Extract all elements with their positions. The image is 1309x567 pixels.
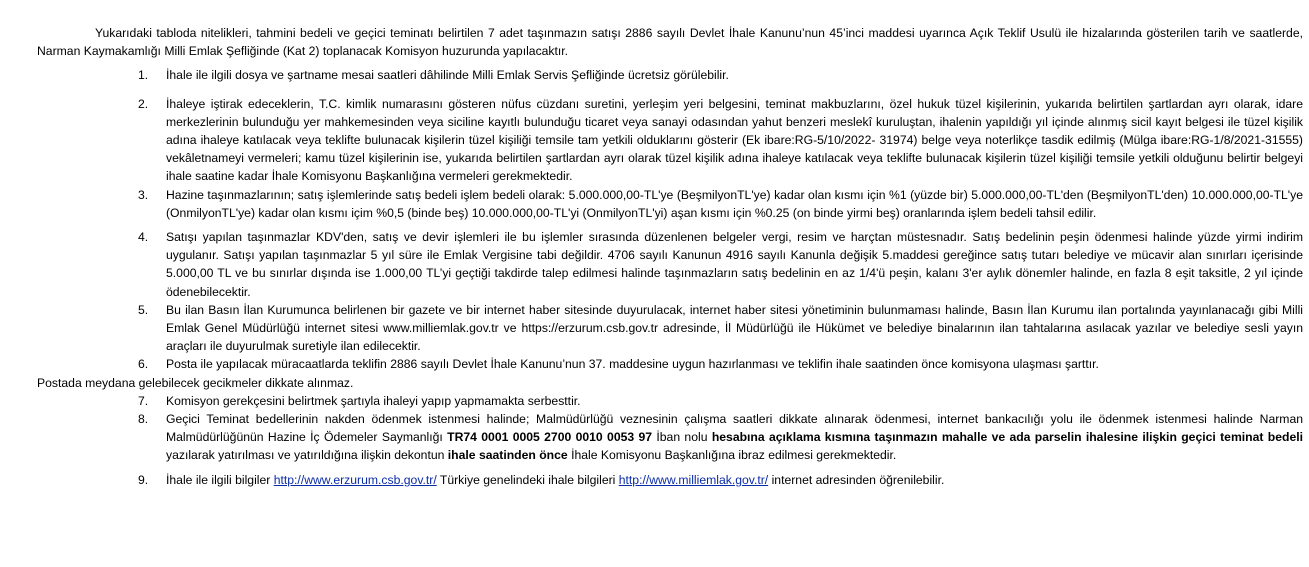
item-text: Komisyon gerekçesini belirtmek şartıyla ihaleyi yapıp yapmamakta serbesttir. [166, 393, 581, 408]
list-item [37, 301, 1303, 356]
item-number: 8. [138, 412, 149, 427]
iban-number: TR74 0001 0005 2700 0010 0053 97 [447, 430, 653, 445]
item-number: 7. [138, 393, 149, 408]
list-item [37, 471, 1303, 489]
list-item [37, 392, 1303, 410]
item-number: 9. [138, 472, 149, 487]
list-item [37, 186, 1303, 222]
milliemlak-link[interactable]: http://www.milliemlak.gov.tr/ [618, 472, 769, 487]
item-text: Posta ile yapılacak müracaatlarda teklifin 2886 sayılı Devlet İhale Kanunu’nun 37. maddesine uygun hazırlanması ve teklifin ihale saatinden önce komisyona ulaşması şarttır. [166, 357, 1099, 372]
item-number: 2. [138, 96, 149, 111]
item-text: Satışı yapılan taşınmazlar KDV'den, satış ve devir işlemleri ile bu işlemler sırasında düzenlenen belgeler vergi, resim ve harçtan müstesnadır. Satış bedelinin peşin ödenmesi halinde yüzde yirmi indirim uygulanır. Satışı yapılan taşınmazlar 5 yıl süre ile Emlak Vergisine tabi değildir. 4706 sayılı Kanunun 4916 sayılı Kanunla değişik 5.maddesi gereğince satış tutarı belediye ve mücavir alan sınırları içerisinde 5.000,00 TL ve bu sınırlar dışında ise 1.000,00 TL’yi geçtiği takdirde talep edilmesi halinde taşınmazların satış bedelinin en az 1/4'ü peşin, kalanı 3'er aylık dönemler halinde, en fazla 8 eşit taksitle, 2 yıl içinde ödenebilecektir. [166, 230, 1303, 299]
list-item [37, 66, 1303, 84]
item-text: Hazine taşınmazlarının; satış işlemlerinde satış bedeli işlem bedeli olarak: 5.000.000,00-TL'ye (BeşmilyonTL'ye) kadar olan kısmı için %1 (yüzde bir) 5.000.000,00-TL'den (BeşmilyonTL'den) 10.000.000,00-TL'ye (OnmilyonTL'ye) kadar olan kısmı içim %0,5 (binde beş) 10.000.000,00-TL'yi (OnmilyonTL'yi) aşan kısmı için %0.25 (on binde yirmi beş) oranlarında işlem bedeli tahsil edilir. [166, 187, 1303, 220]
item-text-part: İhale ile ilgili bilgiler [166, 472, 274, 487]
item-text-part: Geçici Teminat bedellerinin nakden ödenmek istenmesi halinde; Malmüdürlüğü veznesinin çalışma saatleri dikkate alınarak ödenmesi, internet bankacılığı yolu ile ödenmek istenmesi halinde Narman Malmüdürlüğünün Hazine İç Ödemeler Saymanlığı [166, 412, 1303, 445]
item-text-part: internet adresinden öğrenilebilir. [768, 472, 945, 487]
item-number: 3. [138, 187, 149, 202]
item-number: 1. [138, 68, 149, 83]
bold-instruction: hesabına açıklama kısmına taşınmazın mahalle ve ada parselin ihalesine ilişkin geçici teminat bedeli [711, 430, 1303, 445]
item-number: 4. [138, 230, 149, 245]
item-continuation-text: Postada meydana gelebilecek gecikmeler dikkate alınmaz. [37, 375, 354, 390]
item-text-part: İhale Komisyonu Başkanlığına ibraz edilmesi gerekmektedir. [567, 448, 897, 463]
intro-paragraph: Yukarıdaki tabloda nitelikleri, tahmini bedeli ve geçici teminatı belirtilen 7 adet taşınmazın satışı 2886 sayılı Devlet İhale Kanunu’nun 45’inci maddesi uyarınca Açık Teklif Usulü ile hizalarında gösterilen tarih ve saatlerde, Narman Kaymakamlığı Milli Emlak Şefliğinde (Kat 2) toplanacak Komisyon huzurunda yapılacaktır. [37, 26, 1303, 59]
list-item [37, 95, 1303, 186]
item-text: İhaleye iştirak edeceklerin, T.C. kimlik numarasını gösteren nüfus cüzdanı suretini, yerleşim yeri belgesini, teminat makbuzlarını, özel hukuk tüzel kişilerinin, yukarıda belirtilen şartlardan ayrı olarak, idare merkezlerinin bulunduğu yer mahkemesinden veya siciline kayıtlı bulunduğu ticaret veya sanayi odasından yahut benzeri meslekî kuruluştan, ihalenin yapıldığı yıl içinde alınmış sicil kayıt belgesi ile tüzel kişilik adına ihaleye katılacak veya teklifte bulunacak kişilerin tüzel kişiliği temsile tam yetkili olduklarını gösterir (Ek ibare:RG-5/10/2022- 31974) belge veya noterlikçe tasdik edilmiş (Mülga ibare:RG-1/8/2021-31555) vekâletnameyi vermeleri; kamu tüzel kişilerinin ise, yukarıda belirtilen şartlardan ayrı olarak tüzel kişilik adına ihaleye katılacak veya teklifte bulunacak kişilerin tüzel kişiliği temsile yetkili olduğunu belirtir belgeyi ihale saatine kadar İhale Komisyonu Başkanlığına vermeleri gerekmektedir. [166, 96, 1303, 184]
item-text-part: Türkiye genelindeki ihale bilgileri [436, 472, 619, 487]
list-item [37, 355, 1308, 373]
list-item [37, 228, 1303, 301]
item-text: Bu ilan Basın İlan Kurumunca belirlenen bir gazete ve bir internet haber sitesinde duyurulacak, internet haber sitesi yönetiminin bulunmaması halinde, Basın İlan Kurumu ilan portalında yayınlanacağı gibi Milli Emlak Genel Müdürlüğü internet sitesi www.milliemlak.gov.tr ve https://erzurum.csb.gov.tr adresinde, İl Müdürlüğü ile Hükümet ve belediye binalarının ilan tahtalarına asılacak yazılar ve belediye sesli yayın araçları ile duyurulmak suretiyle ilan edilecektir. [166, 302, 1303, 354]
item-number: 5. [138, 302, 149, 317]
list-item [37, 410, 1303, 465]
erzurum-csb-link[interactable]: http://www.erzurum.csb.gov.tr/ [273, 472, 437, 487]
item-text-part: yazılarak yatırılması ve yatırıldığına ilişkin dekontun [166, 448, 448, 463]
item-number: 6. [138, 357, 149, 372]
numbered-list [37, 66, 1303, 488]
item-text-part: İban nolu [652, 430, 712, 445]
bold-deadline: ihale saatinden önce [447, 448, 568, 463]
item-text: İhale ile ilgili dosya ve şartname mesai saatleri dâhilinde Milli Emlak Servis Şefliğinde ücretsiz görülebilir. [166, 68, 729, 83]
